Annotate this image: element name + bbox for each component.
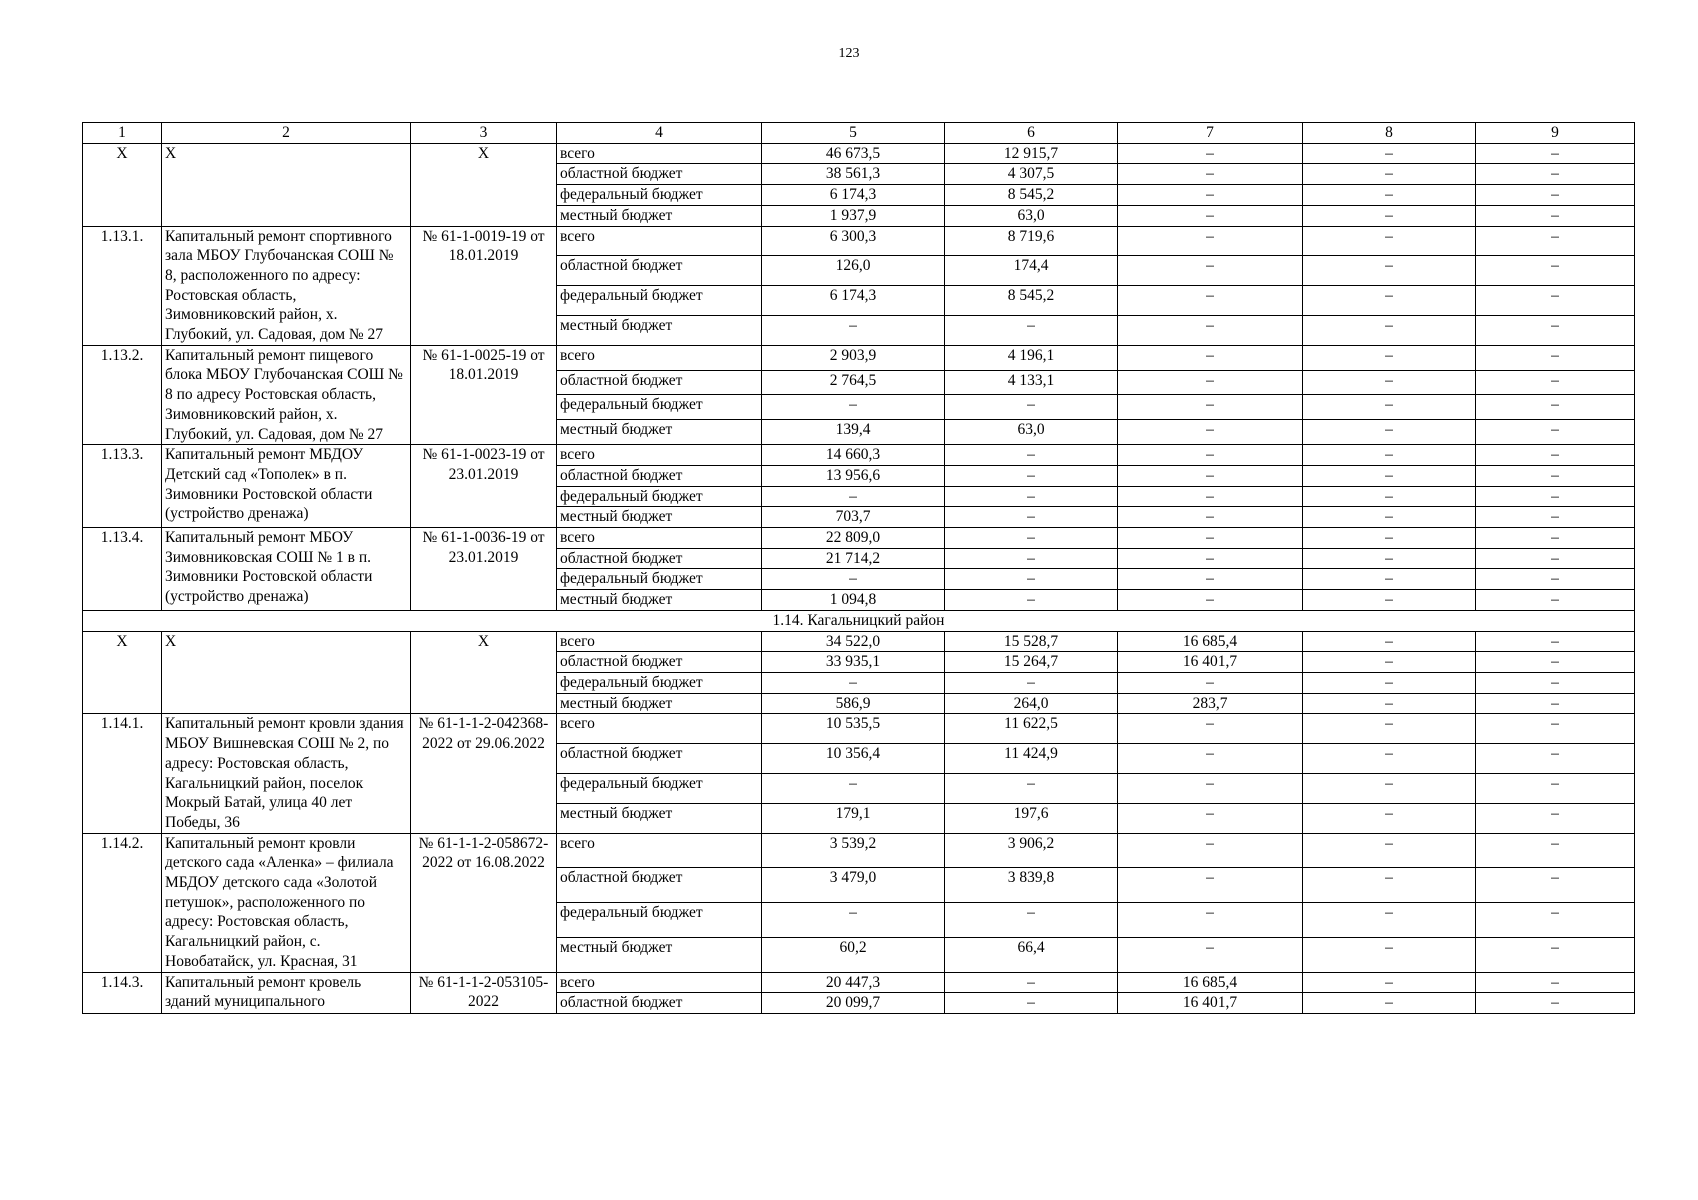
column-number: 4 — [557, 123, 762, 144]
budget-table — [82, 122, 1635, 1014]
funding-source: всего — [557, 631, 762, 652]
amount-cell: – — [1476, 226, 1635, 256]
amount-cell: – — [1303, 672, 1476, 693]
amount-cell: – — [1118, 548, 1303, 569]
funding-source: федеральный бюджет — [557, 486, 762, 507]
amount-cell: – — [1118, 143, 1303, 164]
amount-cell: 8 545,2 — [945, 286, 1118, 316]
amount-cell: – — [945, 507, 1118, 528]
amount-cell: – — [1303, 345, 1476, 370]
amount-cell: – — [1118, 528, 1303, 549]
column-number: 3 — [411, 123, 557, 144]
item-number: 1.14.1. — [83, 714, 162, 833]
document-number: № 61-1-1-2-053105-2022 — [411, 972, 557, 1013]
amount-cell: – — [1303, 465, 1476, 486]
object-name: Капитальный ремонт кровли детского сада «Аленка» – филиала МБДОУ детского сада «Золотой петушок», расположенного по адресу: Ростовская область, Кагальницкий район, с. Новобатайск, ул. Красная, 31 — [162, 833, 411, 972]
amount-cell: – — [945, 773, 1118, 803]
amount-cell: – — [1118, 465, 1303, 486]
amount-cell: – — [1476, 773, 1635, 803]
amount-cell: – — [1303, 420, 1476, 445]
amount-cell: – — [1303, 937, 1476, 972]
amount-cell: – — [1118, 507, 1303, 528]
document-number: № 61-1-1-2-042368-2022 от 29.06.2022 — [411, 714, 557, 833]
column-number: 8 — [1303, 123, 1476, 144]
amount-cell: – — [1118, 486, 1303, 507]
amount-cell: 21 714,2 — [762, 548, 945, 569]
amount-cell: 283,7 — [1118, 693, 1303, 714]
column-number: 6 — [945, 123, 1118, 144]
object-name: Капитальный ремонт кровли здания МБОУ Вишневская СОШ № 2, по адресу: Ростовская область, Кагальницкий район, поселок Мокрый Батай, улица 40 лет Победы, 36 — [162, 714, 411, 833]
funding-source: местный бюджет — [557, 693, 762, 714]
amount-cell: 20 099,7 — [762, 993, 945, 1014]
amount-cell: 14 660,3 — [762, 445, 945, 466]
document-number: № 61-1-0019-19 от 18.01.2019 — [411, 226, 557, 345]
amount-cell: – — [1118, 744, 1303, 774]
amount-cell: – — [762, 395, 945, 420]
amount-cell: – — [1476, 143, 1635, 164]
amount-cell: – — [1118, 395, 1303, 420]
funding-source: федеральный бюджет — [557, 286, 762, 316]
amount-cell: – — [1118, 286, 1303, 316]
document-number: № 61-1-1-2-058672-2022 от 16.08.2022 — [411, 833, 557, 972]
amount-cell: – — [762, 569, 945, 590]
amount-cell: 197,6 — [945, 803, 1118, 833]
table-row — [83, 345, 1635, 370]
amount-cell: – — [1118, 773, 1303, 803]
amount-cell: 15 528,7 — [945, 631, 1118, 652]
amount-cell: – — [1303, 993, 1476, 1014]
table-row — [83, 631, 1635, 652]
amount-cell: – — [1476, 315, 1635, 345]
amount-cell: 10 356,4 — [762, 744, 945, 774]
amount-cell: 10 535,5 — [762, 714, 945, 744]
funding-source: областной бюджет — [557, 652, 762, 673]
amount-cell: – — [1476, 548, 1635, 569]
amount-cell: 63,0 — [945, 420, 1118, 445]
amount-cell: – — [1118, 164, 1303, 185]
amount-cell: – — [1118, 185, 1303, 206]
funding-source: федеральный бюджет — [557, 395, 762, 420]
amount-cell: – — [1303, 569, 1476, 590]
amount-cell: 4 196,1 — [945, 345, 1118, 370]
column-number: 9 — [1476, 123, 1635, 144]
funding-source: местный бюджет — [557, 590, 762, 611]
amount-cell: – — [1476, 631, 1635, 652]
amount-cell: 16 685,4 — [1118, 631, 1303, 652]
amount-cell: – — [1476, 528, 1635, 549]
table-row — [83, 833, 1635, 868]
funding-source: местный бюджет — [557, 803, 762, 833]
page-number: 123 — [838, 46, 860, 61]
amount-cell: – — [945, 445, 1118, 466]
amount-cell: 3 479,0 — [762, 868, 945, 903]
funding-source: областной бюджет — [557, 370, 762, 395]
amount-cell: – — [1476, 590, 1635, 611]
item-number: 1.14.2. — [83, 833, 162, 972]
amount-cell: – — [1118, 833, 1303, 868]
amount-cell: – — [1476, 803, 1635, 833]
amount-cell: 22 809,0 — [762, 528, 945, 549]
amount-cell: 20 447,3 — [762, 972, 945, 993]
amount-cell: – — [1476, 507, 1635, 528]
amount-cell: – — [1303, 548, 1476, 569]
amount-cell: 46 673,5 — [762, 143, 945, 164]
funding-source: федеральный бюджет — [557, 185, 762, 206]
amount-cell: – — [1303, 744, 1476, 774]
amount-cell: 3 906,2 — [945, 833, 1118, 868]
amount-cell: – — [945, 972, 1118, 993]
amount-cell: 174,4 — [945, 256, 1118, 286]
amount-cell: 8 719,6 — [945, 226, 1118, 256]
item-number: 1.13.4. — [83, 528, 162, 611]
amount-cell: 11 622,5 — [945, 714, 1118, 744]
item-number: 1.13.1. — [83, 226, 162, 345]
amount-cell: – — [1118, 569, 1303, 590]
amount-cell: 4 133,1 — [945, 370, 1118, 395]
amount-cell: – — [1303, 773, 1476, 803]
amount-cell: – — [1303, 256, 1476, 286]
funding-source: всего — [557, 714, 762, 744]
table-row — [83, 143, 1635, 164]
object-name: Капитальный ремонт спортивного зала МБОУ Глубочанская СОШ № 8, расположенного по адресу: Ростовская область, Зимовниковский район, х. Глубокий, ул. Садовая, дом № 27 — [162, 226, 411, 345]
amount-cell: – — [1118, 370, 1303, 395]
funding-source: всего — [557, 833, 762, 868]
amount-cell: – — [1303, 868, 1476, 903]
amount-cell: 3 839,8 — [945, 868, 1118, 903]
funding-source: областной бюджет — [557, 465, 762, 486]
amount-cell: – — [1476, 345, 1635, 370]
item-number: 1.13.2. — [83, 345, 162, 445]
amount-cell: – — [1303, 370, 1476, 395]
amount-cell: – — [1476, 693, 1635, 714]
amount-cell: – — [945, 548, 1118, 569]
amount-cell: – — [1476, 205, 1635, 226]
amount-cell: – — [1476, 185, 1635, 206]
amount-cell: – — [1303, 903, 1476, 938]
column-number: 1 — [83, 123, 162, 144]
table-row — [83, 226, 1635, 256]
amount-cell: – — [1476, 256, 1635, 286]
amount-cell: – — [1476, 569, 1635, 590]
amount-cell: 6 174,3 — [762, 185, 945, 206]
amount-cell: 1 937,9 — [762, 205, 945, 226]
section-row — [83, 610, 1635, 631]
amount-cell: – — [1303, 205, 1476, 226]
amount-cell: 12 915,7 — [945, 143, 1118, 164]
funding-source: областной бюджет — [557, 164, 762, 185]
amount-cell: – — [1118, 445, 1303, 466]
document-number: Х — [411, 631, 557, 714]
amount-cell: – — [1118, 315, 1303, 345]
amount-cell: – — [1118, 714, 1303, 744]
amount-cell: 11 424,9 — [945, 744, 1118, 774]
amount-cell: – — [1303, 652, 1476, 673]
amount-cell: 179,1 — [762, 803, 945, 833]
amount-cell: – — [1118, 256, 1303, 286]
amount-cell: – — [1476, 370, 1635, 395]
funding-source: всего — [557, 345, 762, 370]
funding-source: областной бюджет — [557, 868, 762, 903]
amount-cell: – — [945, 465, 1118, 486]
amount-cell: – — [945, 903, 1118, 938]
object-name: Капитальный ремонт кровель зданий муниципального — [162, 972, 411, 1013]
column-number-row — [83, 123, 1635, 144]
document-number: № 61-1-0036-19 от 23.01.2019 — [411, 528, 557, 611]
amount-cell: – — [1476, 972, 1635, 993]
amount-cell: – — [1303, 226, 1476, 256]
amount-cell: – — [1476, 486, 1635, 507]
amount-cell: 2 764,5 — [762, 370, 945, 395]
object-name: Х — [162, 631, 411, 714]
funding-source: федеральный бюджет — [557, 569, 762, 590]
amount-cell: – — [1303, 164, 1476, 185]
amount-cell: – — [762, 672, 945, 693]
amount-cell: 33 935,1 — [762, 652, 945, 673]
funding-source: местный бюджет — [557, 507, 762, 528]
amount-cell: 6 300,3 — [762, 226, 945, 256]
section-title: 1.14. Кагальницкий район — [83, 610, 1635, 631]
amount-cell: – — [1303, 315, 1476, 345]
amount-cell: – — [945, 528, 1118, 549]
amount-cell: – — [1476, 993, 1635, 1014]
amount-cell: – — [945, 486, 1118, 507]
amount-cell: – — [1303, 486, 1476, 507]
table-row — [83, 445, 1635, 466]
column-number: 5 — [762, 123, 945, 144]
funding-source: местный бюджет — [557, 420, 762, 445]
amount-cell: – — [1303, 803, 1476, 833]
amount-cell: – — [945, 569, 1118, 590]
item-number: Х — [83, 631, 162, 714]
funding-source: местный бюджет — [557, 315, 762, 345]
amount-cell: 16 685,4 — [1118, 972, 1303, 993]
amount-cell: – — [1118, 226, 1303, 256]
amount-cell: 1 094,8 — [762, 590, 945, 611]
item-number: 1.13.3. — [83, 445, 162, 528]
object-name: Х — [162, 143, 411, 226]
amount-cell: – — [1476, 395, 1635, 420]
amount-cell: – — [1476, 286, 1635, 316]
amount-cell: – — [1118, 345, 1303, 370]
object-name: Капитальный ремонт пищевого блока МБОУ Глубочанская СОШ № 8 по адресу Ростовская область, Зимовниковский район, х. Глубокий, ул. Садовая, дом № 27 — [162, 345, 411, 445]
amount-cell: – — [1303, 714, 1476, 744]
funding-source: всего — [557, 528, 762, 549]
amount-cell: – — [1118, 672, 1303, 693]
amount-cell: – — [1476, 652, 1635, 673]
amount-cell: 264,0 — [945, 693, 1118, 714]
object-name: Капитальный ремонт МБОУ Зимовниковская СОШ № 1 в п. Зимовники Ростовской области (устройство дренажа) — [162, 528, 411, 611]
amount-cell: – — [1303, 445, 1476, 466]
funding-source: федеральный бюджет — [557, 903, 762, 938]
amount-cell: – — [1118, 590, 1303, 611]
column-number: 7 — [1118, 123, 1303, 144]
funding-source: всего — [557, 143, 762, 164]
funding-source: всего — [557, 226, 762, 256]
amount-cell: – — [1303, 286, 1476, 316]
amount-cell: 38 561,3 — [762, 164, 945, 185]
object-name: Капитальный ремонт МБДОУ Детский сад «Тополек» в п. Зимовники Ростовской области (устройство дренажа) — [162, 445, 411, 528]
amount-cell: 586,9 — [762, 693, 945, 714]
amount-cell: – — [1303, 693, 1476, 714]
column-number: 2 — [162, 123, 411, 144]
amount-cell: – — [1303, 185, 1476, 206]
amount-cell: – — [945, 315, 1118, 345]
amount-cell: – — [1303, 590, 1476, 611]
amount-cell: – — [945, 395, 1118, 420]
amount-cell: – — [1476, 744, 1635, 774]
amount-cell: – — [1118, 903, 1303, 938]
amount-cell: 34 522,0 — [762, 631, 945, 652]
amount-cell: – — [1303, 528, 1476, 549]
amount-cell: 6 174,3 — [762, 286, 945, 316]
amount-cell: 4 307,5 — [945, 164, 1118, 185]
amount-cell: – — [945, 993, 1118, 1014]
amount-cell: – — [1476, 937, 1635, 972]
funding-source: федеральный бюджет — [557, 672, 762, 693]
amount-cell: – — [1118, 420, 1303, 445]
item-number: Х — [83, 143, 162, 226]
amount-cell: 3 539,2 — [762, 833, 945, 868]
funding-source: областной бюджет — [557, 548, 762, 569]
amount-cell: 16 401,7 — [1118, 652, 1303, 673]
amount-cell: – — [1476, 164, 1635, 185]
amount-cell: 139,4 — [762, 420, 945, 445]
amount-cell: – — [1476, 833, 1635, 868]
amount-cell: 16 401,7 — [1118, 993, 1303, 1014]
funding-source: всего — [557, 972, 762, 993]
amount-cell: – — [1303, 972, 1476, 993]
amount-cell: – — [1476, 903, 1635, 938]
amount-cell: – — [762, 315, 945, 345]
amount-cell: – — [1476, 465, 1635, 486]
amount-cell: – — [1118, 803, 1303, 833]
document-number: № 61-1-0023-19 от 23.01.2019 — [411, 445, 557, 528]
amount-cell: – — [1476, 868, 1635, 903]
funding-source: областной бюджет — [557, 993, 762, 1014]
table-row — [83, 528, 1635, 549]
amount-cell: 60,2 — [762, 937, 945, 972]
funding-source: местный бюджет — [557, 937, 762, 972]
amount-cell: 66,4 — [945, 937, 1118, 972]
amount-cell: – — [1303, 143, 1476, 164]
amount-cell: – — [945, 672, 1118, 693]
funding-source: всего — [557, 445, 762, 466]
amount-cell: – — [1476, 714, 1635, 744]
funding-source: местный бюджет — [557, 205, 762, 226]
amount-cell: – — [1476, 672, 1635, 693]
amount-cell: 703,7 — [762, 507, 945, 528]
amount-cell: – — [945, 590, 1118, 611]
amount-cell: – — [1303, 631, 1476, 652]
amount-cell: 15 264,7 — [945, 652, 1118, 673]
amount-cell: – — [762, 486, 945, 507]
amount-cell: 13 956,6 — [762, 465, 945, 486]
funding-source: областной бюджет — [557, 256, 762, 286]
amount-cell: – — [1303, 833, 1476, 868]
amount-cell: – — [1303, 395, 1476, 420]
amount-cell: 8 545,2 — [945, 185, 1118, 206]
amount-cell: 63,0 — [945, 205, 1118, 226]
table-row — [83, 972, 1635, 993]
item-number: 1.14.3. — [83, 972, 162, 1013]
amount-cell: – — [1303, 507, 1476, 528]
table-row — [83, 714, 1635, 744]
amount-cell: 126,0 — [762, 256, 945, 286]
amount-cell: – — [1118, 205, 1303, 226]
document-number: № 61-1-0025-19 от 18.01.2019 — [411, 345, 557, 445]
amount-cell: 2 903,9 — [762, 345, 945, 370]
amount-cell: – — [1118, 868, 1303, 903]
funding-source: федеральный бюджет — [557, 773, 762, 803]
amount-cell: – — [762, 903, 945, 938]
funding-source: областной бюджет — [557, 744, 762, 774]
amount-cell: – — [1476, 420, 1635, 445]
amount-cell: – — [1118, 937, 1303, 972]
document-number: Х — [411, 143, 557, 226]
amount-cell: – — [762, 773, 945, 803]
amount-cell: – — [1476, 445, 1635, 466]
